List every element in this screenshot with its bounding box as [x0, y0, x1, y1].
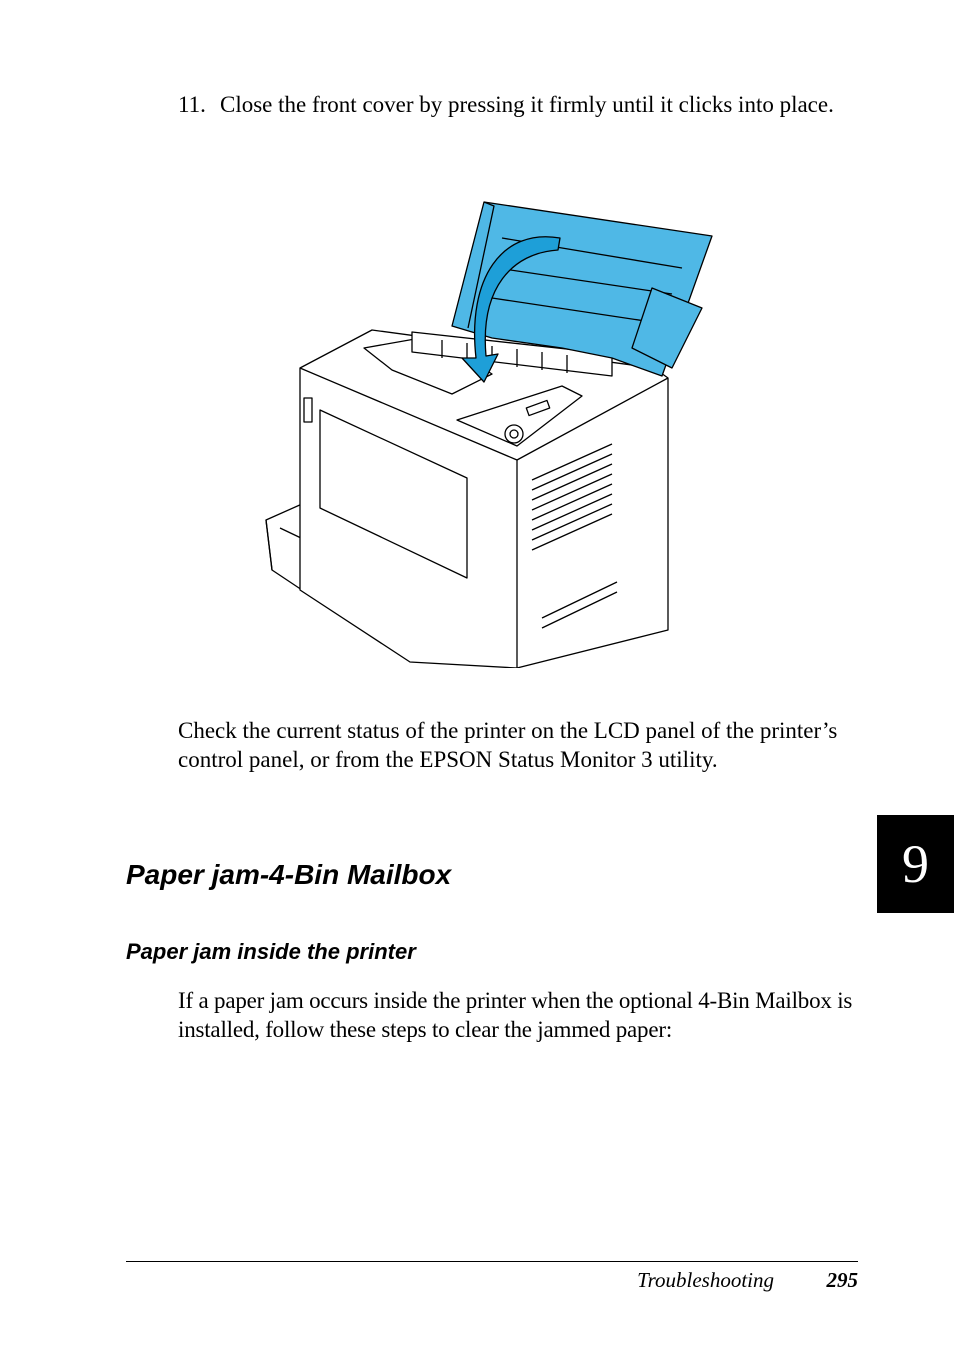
step-number: 11.	[178, 92, 206, 117]
subsection-heading: Paper jam inside the printer	[126, 939, 416, 964]
chapter-tab: 9	[877, 815, 954, 913]
printer-svg	[262, 198, 722, 668]
section-heading: Paper jam-4-Bin Mailbox	[126, 859, 452, 890]
intro-paragraph: If a paper jam occurs inside the printer when the optional 4-Bin Mailbox is installed, follow these steps to clear the jammed paper:	[178, 988, 853, 1042]
page-number: 295	[826, 1268, 858, 1292]
step-text: Close the front cover by pressing it firmly until it clicks into place.	[220, 92, 834, 117]
status-paragraph: Check the current status of the printer on the LCD panel of the printer’s control panel, or from the EPSON Status Monitor 3 utility.	[178, 718, 838, 772]
footer-rule	[126, 1261, 858, 1262]
footer-section-label: Troubleshooting	[637, 1268, 774, 1292]
printer-illustration	[262, 198, 722, 668]
